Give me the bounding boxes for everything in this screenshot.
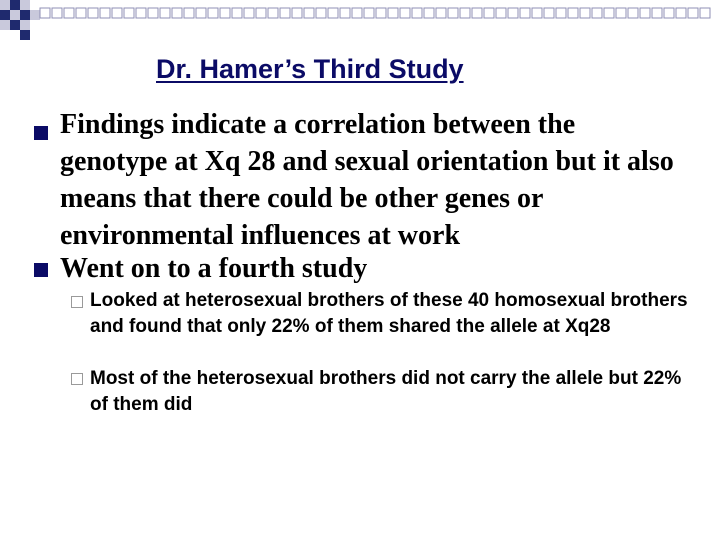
bullet-square-icon bbox=[34, 126, 48, 140]
subbullet-text: Most of the heterosexual brothers did not carry the allele but 22% of them did bbox=[90, 368, 682, 415]
subbullet-text: Looked at heterosexual brothers of these 40 homosexual brothers and found that only 22% of them shared the allele at Xq28 bbox=[90, 290, 688, 337]
decorative-header-squares bbox=[0, 0, 720, 40]
bullet-text: Findings indicate a correlation between the genotype at Xq 28 and sexual orientation but it also means that there could be other genes or environmental influences at work bbox=[60, 109, 674, 251]
bullet-text: Went on to a fourth study bbox=[60, 253, 368, 284]
checkbox-bullet-icon bbox=[71, 373, 83, 385]
bullet-square-icon bbox=[34, 263, 48, 277]
checkbox-bullet-icon bbox=[71, 296, 83, 308]
slide-title: Dr. Hamer’s Third Study bbox=[156, 54, 464, 84]
